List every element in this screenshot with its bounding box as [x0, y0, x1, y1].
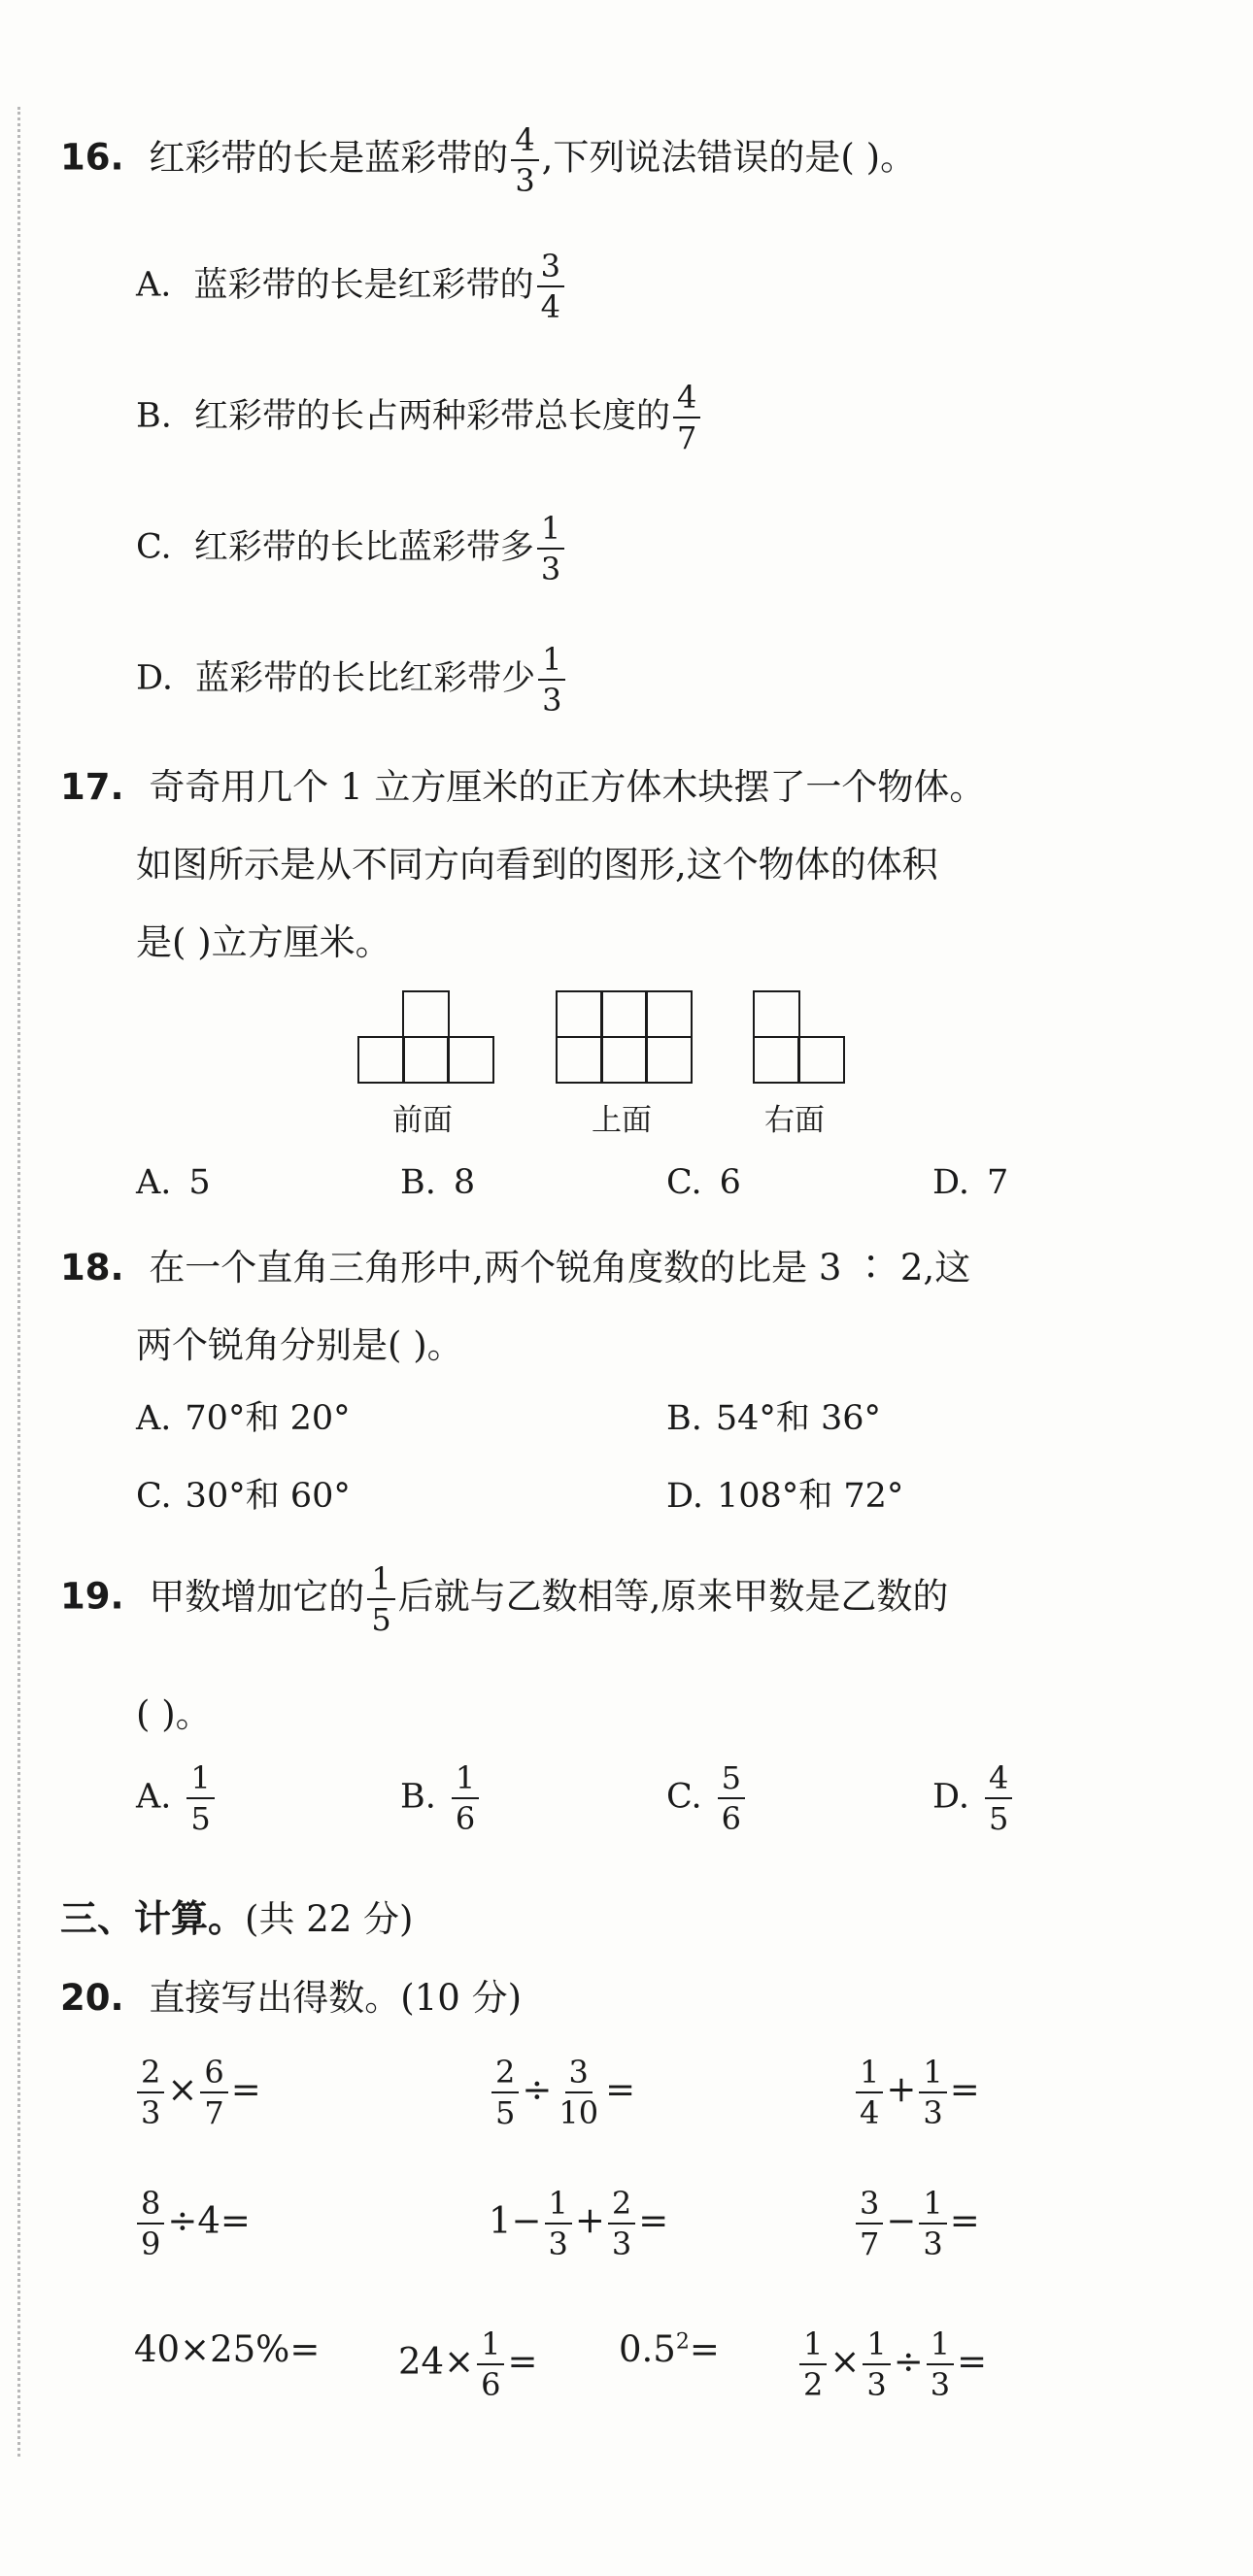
expression-5: 1− $\frac{1}{3}$ + $\frac{2}{3}$ =: [489, 2185, 669, 2262]
question-text-line: 两个锐角分别是( )。: [136, 1324, 463, 1366]
expression-8: 24× $\frac{1}{6}$ =: [398, 2325, 538, 2403]
option-c[interactable]: C. 30°和 60°: [136, 1477, 351, 1516]
expression-6: $\frac{3}{7}$ − $\frac{1}{3}$ =: [853, 2188, 980, 2259]
expression-2: $\frac{2}{5}$ ÷ $\frac{3}{10}$ =: [489, 2057, 635, 2128]
question-number: 19.: [60, 1575, 124, 1618]
expression-10: $\frac{1}{2}$ × $\frac{1}{3}$ ÷ $\frac{1}{3}$ =: [796, 2328, 987, 2400]
fraction: $\frac{3}{4}$: [537, 251, 564, 322]
section-heading: [60, 1889, 414, 1942]
question-number: 17.: [60, 766, 124, 808]
question-text-line: 是( )立方厘米。: [136, 921, 391, 963]
fraction: $\frac{4}{7}$: [673, 382, 700, 453]
question-text: 直接写出得数。(10 分): [149, 1977, 523, 2019]
question-text-line: 如图所示是从不同方向看到的图形,这个物体的体积: [136, 844, 938, 886]
expression-1: $\frac{2}{3}$ × $\frac{6}{7}$ =: [134, 2057, 261, 2128]
question-text-tail: 后就与乙数相等,原来甲数是乙数的: [397, 1575, 949, 1618]
option-a[interactable]: A. $\frac{1}{5}$: [136, 1762, 218, 1834]
question-20: [60, 1968, 522, 2021]
question-text-tail: ,下列说法错误的是( )。: [541, 136, 917, 179]
fraction: $\frac{1}{3}$: [537, 513, 564, 585]
option-b[interactable]: B. 54°和 36°: [666, 1399, 882, 1438]
question-text: 红彩带的长是蓝彩带的: [149, 136, 509, 179]
question-text-line: ( )。: [136, 1693, 212, 1735]
option-c[interactable]: C. 6: [666, 1163, 741, 1202]
option-b[interactable]: B. 红彩带的长占两种彩带总长度的 $\frac{4}{7}$: [136, 382, 703, 453]
binding-margin-line: [17, 107, 20, 2457]
option-c[interactable]: C. $\frac{5}{6}$: [666, 1762, 748, 1834]
option-a[interactable]: A. 蓝彩带的长是红彩带的 $\frac{3}{4}$: [136, 251, 567, 322]
option-a[interactable]: A. 5: [136, 1163, 211, 1202]
fraction: $\frac{4}{3}$: [511, 124, 538, 196]
section-title: 三、计算。: [60, 1897, 246, 1940]
front-view-label: 前面: [392, 1103, 453, 1138]
option-a[interactable]: A. 70°和 20°: [136, 1399, 351, 1438]
expression-7: 40×25%=: [134, 2328, 321, 2370]
question-number: 18.: [60, 1247, 124, 1288]
option-d[interactable]: D. $\frac{4}{5}$: [932, 1762, 1015, 1834]
fraction: $\frac{1}{3}$: [538, 644, 565, 716]
question-17: [60, 757, 985, 810]
question-19: [60, 1560, 949, 1638]
expression-4: $\frac{8}{9}$ ÷4=: [134, 2188, 251, 2259]
fraction: $\frac{1}{5}$: [367, 1563, 394, 1635]
question-18: [60, 1238, 970, 1290]
option-b[interactable]: B. $\frac{1}{6}$: [400, 1762, 482, 1834]
top-view-label: 上面: [592, 1103, 652, 1138]
question-text: 在一个直角三角形中,两个锐角度数的比是 3 ∶ 2,这: [149, 1247, 971, 1288]
question-16: [60, 121, 917, 199]
question-text: 甲数增加它的: [149, 1575, 365, 1618]
option-d[interactable]: D. 7: [932, 1163, 1009, 1202]
question-number: 16.: [60, 136, 124, 179]
question-text: 奇奇用几个 1 立方厘米的正方体木块摆了一个物体。: [149, 766, 986, 808]
question-number: 20.: [60, 1977, 124, 2019]
expression-3: $\frac{1}{4}$ + $\frac{1}{3}$ =: [853, 2057, 980, 2128]
option-d[interactable]: D. 108°和 72°: [666, 1477, 904, 1516]
section-points: (共 22 分): [245, 1898, 414, 1940]
right-view-label: 右面: [764, 1103, 825, 1138]
option-b[interactable]: B. 8: [400, 1163, 476, 1202]
expression-9: $0.5^2=$: [619, 2328, 720, 2370]
option-d[interactable]: D. 蓝彩带的长比红彩带少 $\frac{1}{3}$: [136, 644, 568, 716]
option-c[interactable]: C. 红彩带的长比蓝彩带多 $\frac{1}{3}$: [136, 513, 567, 585]
